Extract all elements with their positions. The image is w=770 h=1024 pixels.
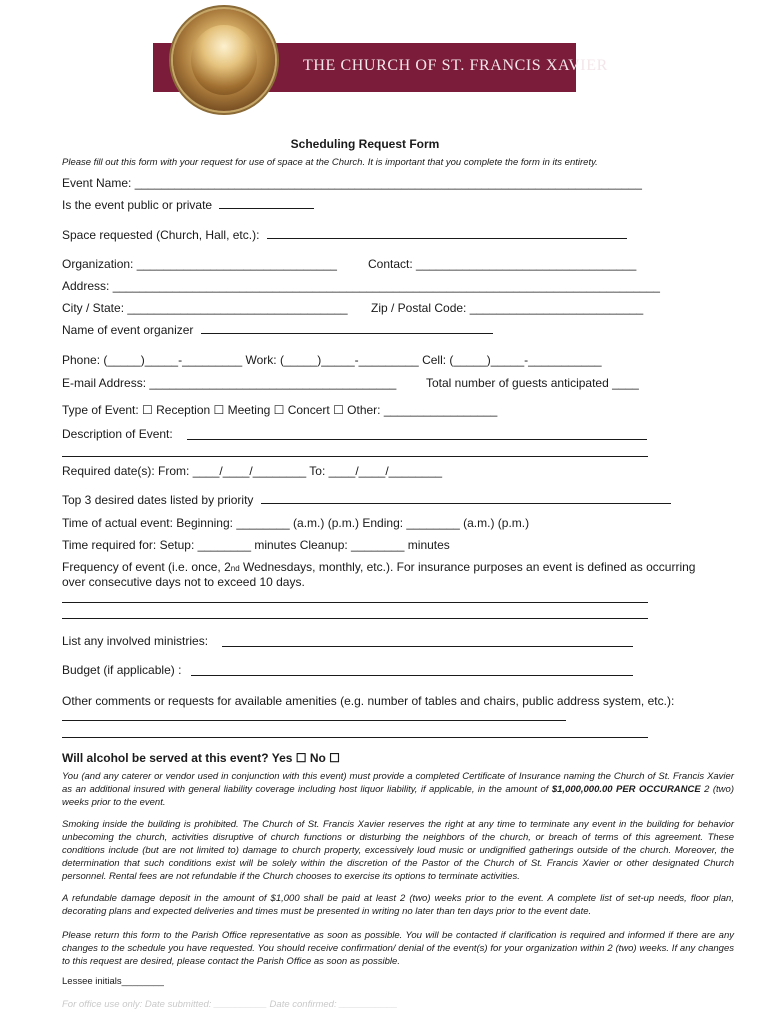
- budget-label: Budget (if applicable) :: [62, 663, 182, 677]
- office-use-line: For office use only: Date submitted: __________ Date confirmed: ___________: [62, 999, 398, 1010]
- frequency-text-b: Wednesdays, monthly, etc.). For insurance purposes an event is defined as occurring: [239, 560, 696, 574]
- insurance-amount: $1,000,000.00 PER OCCURANCE: [551, 784, 701, 795]
- event-type-field[interactable]: Type of Event: ☐ Reception ☐ Meeting ☐ Concert ☐ Other: _________________: [62, 403, 498, 417]
- deposit-paragraph: A refundable damage deposit in the amount of $1,000 shall be paid at least 2 (two) weeks prior to the event. A complete list of set-up needs, floor plan, decorating plans and expected deliveries and times must be presented in writing no later than ten days prior to the event date.: [62, 893, 734, 917]
- organizer-label: Name of event organizer: [62, 323, 194, 337]
- organizer-blank[interactable]: [201, 323, 493, 334]
- space-requested-label: Space requested (Church, Hall, etc.):: [62, 228, 260, 242]
- insurance-text-b: 2 (two) weeks prior to the event.: [62, 784, 734, 808]
- comments-blank-1[interactable]: [62, 720, 566, 721]
- event-name-field[interactable]: Event Name: ____________________________________________________________________________: [62, 176, 642, 190]
- public-private-label: Is the event public or private: [62, 198, 213, 212]
- space-requested-blank[interactable]: [267, 228, 627, 239]
- form-intro: Please fill out this form with your request for use of space at the Church. It is important that you complete the form in its entirety.: [62, 157, 598, 168]
- seal-image: [191, 25, 257, 95]
- insurance-paragraph: [62, 770, 734, 809]
- guests-field[interactable]: Total number of guests anticipated ____: [426, 376, 639, 390]
- church-name: THE CHURCH OF ST. FRANCIS XAVIER: [303, 57, 608, 74]
- budget-field[interactable]: [62, 663, 181, 677]
- description-blank-1[interactable]: [187, 439, 647, 440]
- phone-field[interactable]: Phone: (_____)_____-_________ Work: (_____)_____-_________ Cell: (_____)_____-___________: [62, 353, 602, 367]
- ministries-blank[interactable]: [222, 646, 633, 647]
- email-field[interactable]: E-mail Address: _____________________________________: [62, 376, 397, 390]
- return-paragraph: Please return this form to the Parish Office representative as soon as possible. You will be contacted if clarification is required and informed if there are any changes to the schedule you have requested. You should receive confirmation/ denial of the event(s) for your organization within 2 (two) weeks. If any changes to this request are desired, please contact the Parish Office as soon as possible.: [62, 930, 734, 967]
- address-field[interactable]: Address: __________________________________________________________________________________: [62, 279, 660, 293]
- public-private-field[interactable]: [62, 198, 314, 212]
- space-requested-field[interactable]: [62, 228, 627, 242]
- frequency-sup: nd: [230, 564, 240, 573]
- organizer-field[interactable]: [62, 323, 493, 337]
- alcohol-question[interactable]: Will alcohol be served at this event? Yes ☐ No ☐: [62, 751, 340, 765]
- ministries-label: List any involved ministries:: [62, 634, 209, 648]
- description-label: Description of Event:: [62, 427, 173, 441]
- event-time-field[interactable]: Time of actual event: Beginning: ________ (a.m.) (p.m.) Ending: ________ (a.m.) (p.m.): [62, 516, 530, 530]
- insurance-text-a: You (and any caterer or vendor used in conjunction with this event) must provide a completed Certificate of Insurance naming the Church of St. Francis Xavier as an additional insured with general liability coverage including host liquor liability, if applicable, in the amount of: [62, 771, 734, 795]
- required-dates-field[interactable]: Required date(s): From: ____/____/________ To: ____/____/________: [62, 464, 443, 478]
- budget-blank[interactable]: [191, 675, 633, 676]
- comments-label: Other comments or requests for available amenities (e.g. number of tables and chairs, public address system, etc.):: [62, 694, 675, 708]
- public-private-blank[interactable]: [219, 198, 314, 209]
- top-dates-blank[interactable]: [261, 493, 671, 504]
- top-dates-field[interactable]: [62, 493, 671, 507]
- top-dates-label: Top 3 desired dates listed by priority: [62, 493, 254, 507]
- frequency-field: [62, 560, 695, 574]
- smoking-paragraph: Smoking inside the building is prohibited. The Church of St. Francis Xavier reserves the right at any time to terminate any event in the building for behavior unbecoming the church, activities disruptive of church functions or disturbing the neighbors of the church, or breach of terms of this agreement. These conditions include (but are not limited to) damage to church property, excessively loud music or undignified gatherings outside of the church. Moreover, the determination that such conditions exist will be solely within the discretion of the Pastor of the Church of St. Francis Xavier or other designated Church personnel. Rental fees are not refundable if the Church chooses to exercise its options to terminate activities.: [62, 819, 734, 882]
- frequency-blank-1[interactable]: [62, 602, 648, 603]
- ministries-field[interactable]: [62, 634, 208, 648]
- frequency-line-2: over consecutive days not to exceed 10 days.: [62, 575, 305, 589]
- city-state-field[interactable]: City / State: _________________________________: [62, 301, 348, 315]
- description-blank-2[interactable]: [62, 456, 648, 457]
- description-field[interactable]: [62, 427, 173, 441]
- church-seal-icon: [173, 9, 275, 111]
- contact-field[interactable]: Contact: _________________________________: [368, 257, 637, 271]
- frequency-text-a: Frequency of event (i.e. once, 2: [62, 560, 231, 574]
- comments-blank-2[interactable]: [62, 737, 648, 738]
- setup-cleanup-field[interactable]: Time required for: Setup: ________ minutes Cleanup: ________ minutes: [62, 538, 450, 552]
- frequency-blank-2[interactable]: [62, 618, 648, 619]
- form-title: Scheduling Request Form: [290, 137, 440, 151]
- zip-field[interactable]: Zip / Postal Code: __________________________: [371, 301, 644, 315]
- lessee-initials-field[interactable]: Lessee initials________: [62, 976, 164, 987]
- organization-field[interactable]: Organization: ______________________________: [62, 257, 337, 271]
